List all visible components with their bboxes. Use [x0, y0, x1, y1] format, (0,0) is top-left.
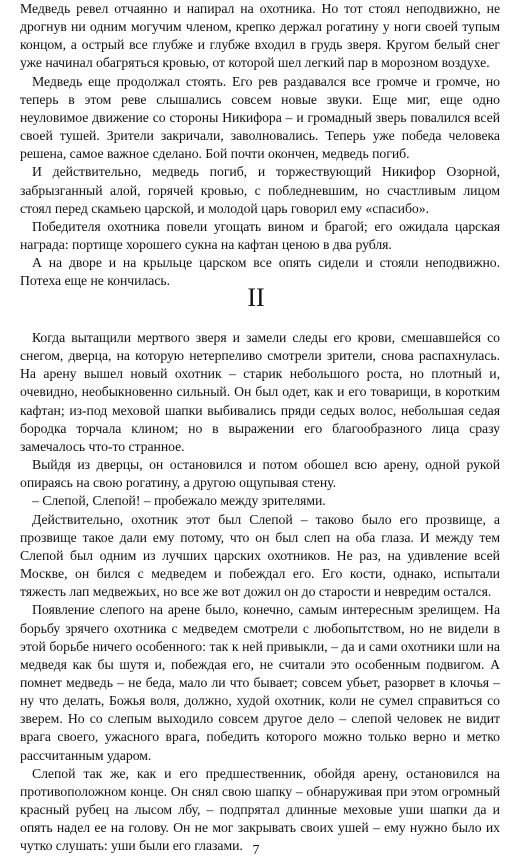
chapter-heading: II	[247, 283, 265, 312]
paragraph: Медведь ревел отчаянно и напирал на охотника. Но тот стоял неподвижно, не дрогнув ни одним могучим членом, крепко держал рогатину у ноги своей тупым концом, а острый все глубже и глубже входил в грудь зверя. Кругом белый снег уже начинал обагряться кровью, от которой шел легкий пар в морозном воздухе.	[20, 1, 500, 71]
paragraph: И действительно, медведь погиб, и торжествующий Никифор Озорной, забрызганный алой, горячей кровью, с побледневшим, но счастливым лицом стоял перед скамьею царской, и молодой царь говорил ему «спасибо».	[20, 164, 500, 216]
paragraph: Выйдя из дверцы, он остановился и потом обошел всю арену, одной рукой опираясь на свою рогатину, а другою ощупывая стену.	[20, 457, 500, 491]
paragraph: Когда вытащили мертвого зверя и замели следы его крови, смешавшейся со снегом, дверца, на которую нетерпеливо смотрели зрители, снова распахнулась. На арену вышел новый охотник – старик небольшого роста, но плотный и, очевидно, необыкновенно сильный. Он был одет, как и его товарищи, в коротким кафтан; из-под меховой шапки выбивались пряди седых волос, небольшая седая бородка торчала клином; но в выражении его благообразного лица сразу замечалось что-то странное.	[20, 330, 500, 454]
paragraph: Слепой так же, как и его предшественник, обойдя арену, остановился на противоположном конце. Он снял свою шапку – обнаруживая при этом огромный красный рубец на лысом лбу, – подпрятал длинные меховые уши шапки да и опять надел ее на голову. Он не мог закрывать своих ушей – ему нужно было их чутко слушать: уши были его глазами.	[20, 765, 500, 854]
paragraph: Действительно, охотник этот был Слепой – таково было его прозвище, а прозвище такое дали ему потому, что он был слеп на оба глаза. И между тем Слепой был одним из лучших царских охотников. Не раз, на удивление всей Москве, он бился с медведем и побеждал его. Его кости, однако, испытали тяжесть лап медвежьих, но все же вот дожил он до старости и невредим остался.	[20, 511, 500, 600]
paragraph: Появление слепого на арене было, конечно, самым интересным зрелищем. На борьбу зрячего охотника с медведем смотрели с любопытством, но не видели в этой борьбе ничего особенного: так к ней привыкли, – да и сами охотники шли на медведя как бы шутя и, побеждая его, не считали это особенным подвигом. А помнет медведь – не беда, мало ли что бывает; совсем убьет, разорвет в клочья – ну что делать, Божья воля, должно, худой охотник, коли не сумел справиться со зверем. Но со слепым выходило совсем другое дело – слепой человек не видит врага своего, ужасного врага, победить которого можно только верно и метко рассчитанным ударом.	[20, 602, 500, 763]
section-2-text	[20, 329, 500, 856]
paragraph: – Слепой, Слепой! – пробежало между зрителями.	[32, 493, 326, 509]
paragraph: А на дворе и на крыльце царском все опять сидели и стояли неподвижно. Потеха еще не кончилась.	[20, 255, 500, 289]
paragraph: Медведь еще продолжал стоять. Его рев раздавался все громче и громче, но теперь в этом реве слышались совсем новые звуки. Еще миг, еще одно неуловимое движение со стороны Никифора – и громадный зверь повалился всей своей тушей. Зрители закричали, заволновались. Теперь уже победа человека решена, самое важное сделано. Бой почти окончен, медведь погиб.	[20, 73, 500, 162]
section-1-text	[20, 0, 500, 291]
page-number: 7	[252, 843, 260, 858]
paragraph: Победителя охотника повели угощать вином и брагой; его ожидала царская награда: портище хорошего сукна на кафтан ценою в два рубля.	[20, 218, 500, 253]
